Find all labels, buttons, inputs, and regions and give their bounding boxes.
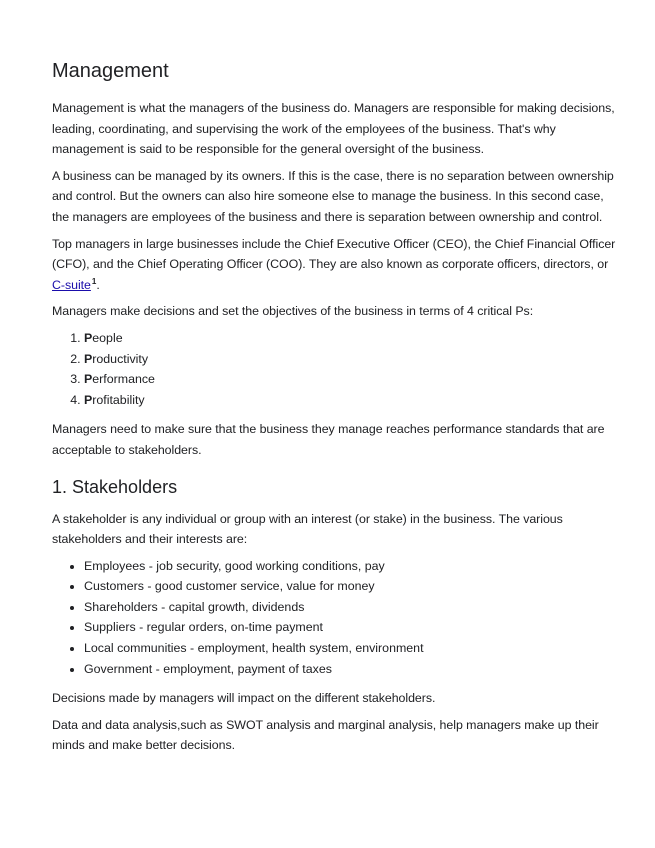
list-item [84,369,617,390]
stakeholders-closing-2: Data and data analysis,such as SWOT analysis and marginal analysis, help managers make up their minds and make better decisions. [52,717,599,753]
intro-paragraph-1: Management is what the managers of the business do. Managers are responsible for making decisions, leading, coordinating, and supervising the work of the employees of the business. That's why management is said to be responsible for the general oversight of the business. [52,101,615,157]
top-managers-paragraph [52,234,617,296]
list-item [84,328,617,349]
ps-rest: rofitability [92,392,145,407]
ps-outro: Managers need to make sure that the business they manage reaches performance standards that are acceptable to stakeholders. [52,422,605,457]
list-item: • Suppliers - regular orders, on-time payment [84,617,617,638]
ps-rest: erformance [92,372,155,387]
list-item: • Local communities - employment, health system, environment [84,638,617,659]
ps-initial: P [84,372,93,387]
top-managers-end: . [96,277,100,292]
ps-initial: P [84,330,93,345]
stakeholders-closing-1: Decisions made by managers will impact on the different stakeholders. [52,691,436,706]
c-suite-link[interactable]: C-suite [52,277,91,292]
stakeholders-list [52,556,617,680]
intro-paragraph-2: A business can be managed by its owners. If this is the case, there is no separation between ownership and control. But the owners can also hire someone else to manage the business. In this second case, the managers are employees of the business and there is separation between ownership and control. [52,168,614,224]
ps-initial: P [84,351,93,366]
list-item: • Shareholders - capital growth, dividends [84,597,617,618]
ps-intro: Managers make decisions and set the objectives of the business in terms of 4 critical Ps: [52,304,534,319]
footnote-marker[interactable]: 1 [91,276,97,286]
list-item: • Employees - job security, good working conditions, pay [84,556,617,577]
section-heading-stakeholders: 1. Stakeholders [52,476,178,497]
list-item: • Customers - good customer service, value for money [84,576,617,597]
ps-rest: roductivity [92,351,149,366]
ps-list [52,328,617,410]
list-item [84,390,617,411]
list-item: • Government - employment, payment of taxes [84,659,617,680]
top-managers-text: Top managers in large businesses include the Chief Executive Officer (CEO), the Chief Financial Officer (CFO), and the Chief Operating Officer (COO). They are also known as corporate officers, directors, or [52,236,616,272]
stakeholders-intro: A stakeholder is any individual or group with an interest (or stake) in the business. The various stakeholders and their interests are: [52,511,563,547]
ps-rest: eople [92,330,123,345]
page-title: Management [52,60,169,82]
ps-initial: P [84,392,93,407]
list-item [84,349,617,370]
